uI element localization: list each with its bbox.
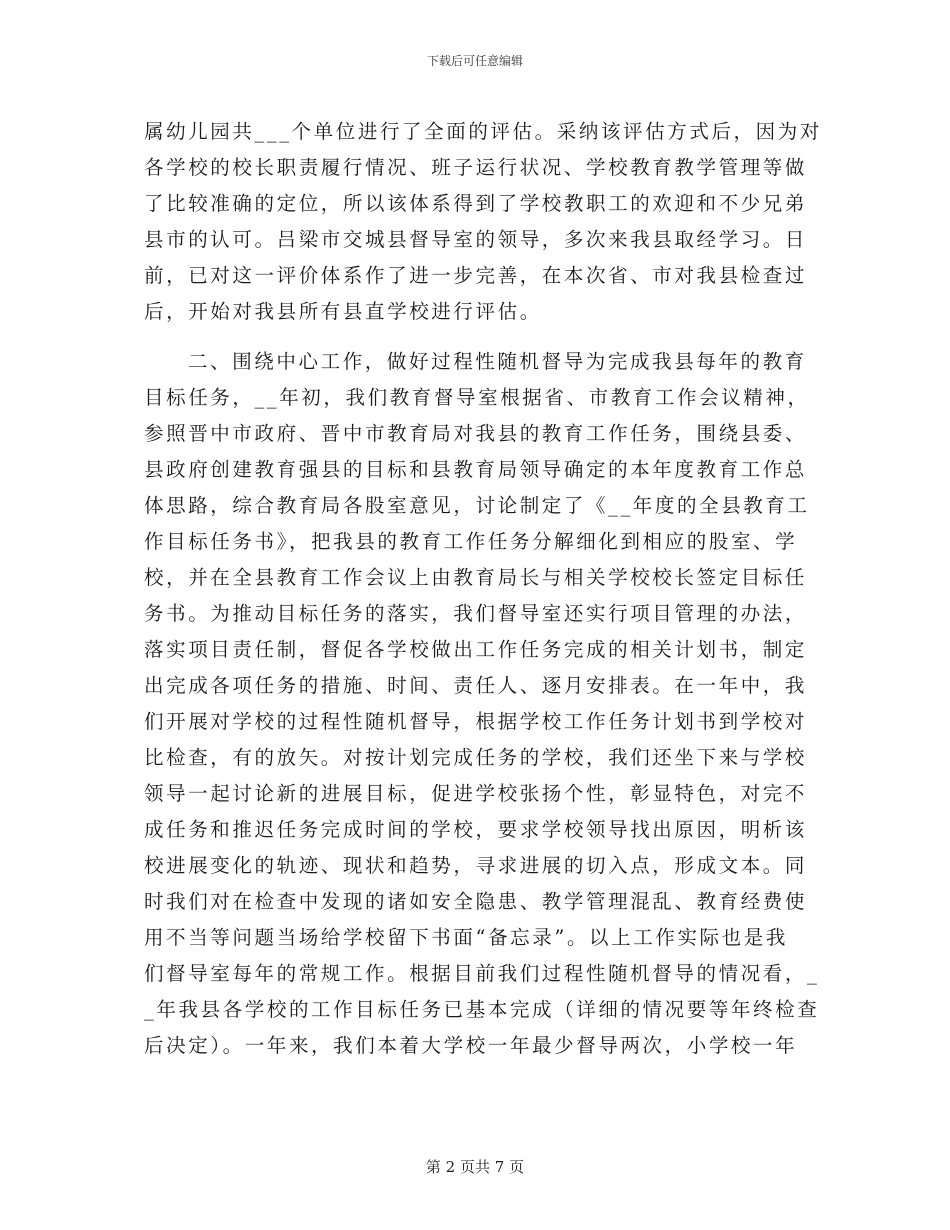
- page-number: 第 2 页共 7 页: [425, 1158, 525, 1176]
- text-line: 落实项目责任制，督促各学校做出工作任务完成的相关计划书，制定: [144, 638, 808, 661]
- text-line: 了比较准确的定位，所以该体系得到了学校教职工的欢迎和不少兄弟: [144, 192, 808, 215]
- text-line: 时我们对在检查中发现的诸如安全隐患、教学管理混乱、教育经费使: [144, 890, 808, 913]
- text-line: 们开展对学校的过程性随机督导，根据学校工作任务计划书到学校对: [144, 710, 808, 733]
- text-line: 出完成各项任务的措施、时间、责任人、逐月安排表。在一年中，我: [144, 674, 808, 697]
- paragraph-1: [144, 114, 822, 330]
- paragraph-gap: [144, 330, 806, 344]
- text-line: 成任务和推迟任务完成时间的学校，要求学校领导找出原因，明析该: [144, 818, 808, 841]
- text-line: 县政府创建教育强县的目标和县教育局领导确定的本年度教育工作总: [144, 458, 808, 481]
- text-line: 各学校的校长职责履行情况、班子运行状况、学校教育教学管理等做: [144, 156, 808, 179]
- text-line: 后，开始对我县所有县直学校进行评估。: [144, 300, 542, 323]
- text-line: 比检查，有的放矢。对按计划完成任务的学校，我们还坐下来与学校: [144, 746, 808, 769]
- text-line: _年我县各学校的工作目标任务已基本完成（详细的情况要等年终检查: [144, 998, 820, 1021]
- text-line: 目标任务，__年初，我们教育督导室根据省、市教育工作会议精神，: [144, 386, 810, 409]
- text-line: 校进展变化的轨迹、现状和趋势，寻求进展的切入点，形成文本。同: [144, 854, 808, 877]
- text-line: 县市的认可。吕梁市交城县督导室的领导，多次来我县取经学习。日: [144, 228, 808, 251]
- document-body: [144, 114, 822, 1064]
- text-line: 前，已对这一评价体系作了进一步完善，在本次省、市对我县检查过: [144, 264, 808, 287]
- text-line: 属幼儿园共___个单位进行了全面的评估。采纳该评估方式后，因为对: [144, 120, 822, 143]
- text-line: 领导一起讨论新的进展目标，促进学校张扬个性，彰显特色，对完不: [144, 782, 808, 805]
- paragraph-2: [144, 344, 820, 1064]
- page-header-note: 下载后可任意编辑: [426, 54, 523, 68]
- text-line: 校，并在全县教育工作会议上由教育局长与相关学校校长签定目标任: [144, 566, 808, 589]
- text-line: 二、围绕中心工作，做好过程性随机督导为完成我县每年的教育: [188, 350, 807, 373]
- text-line: 作目标任务书》，把我县的教育工作任务分解细化到相应的股室、学: [144, 530, 798, 553]
- text-line: 用不当等问题当场给学校留下书面“备忘录”。以上工作实际也是我: [144, 926, 788, 949]
- text-line: 务书。为推动目标任务的落实，我们督导室还实行项目管理的办法，: [144, 602, 808, 625]
- text-line: 体思路，综合教育局各股室意见，讨论制定了《__年度的全县教育工: [144, 494, 810, 517]
- text-line: 后决定）。一年来，我们本着大学校一年最少督导两次，小学校一年: [144, 1034, 798, 1057]
- text-line: 参照晋中市政府、晋中市教育局对我县的教育工作任务，围绕县委、: [144, 422, 808, 445]
- text-line: 们督导室每年的常规工作。根据目前我们过程性随机督导的情况看，_: [144, 962, 820, 985]
